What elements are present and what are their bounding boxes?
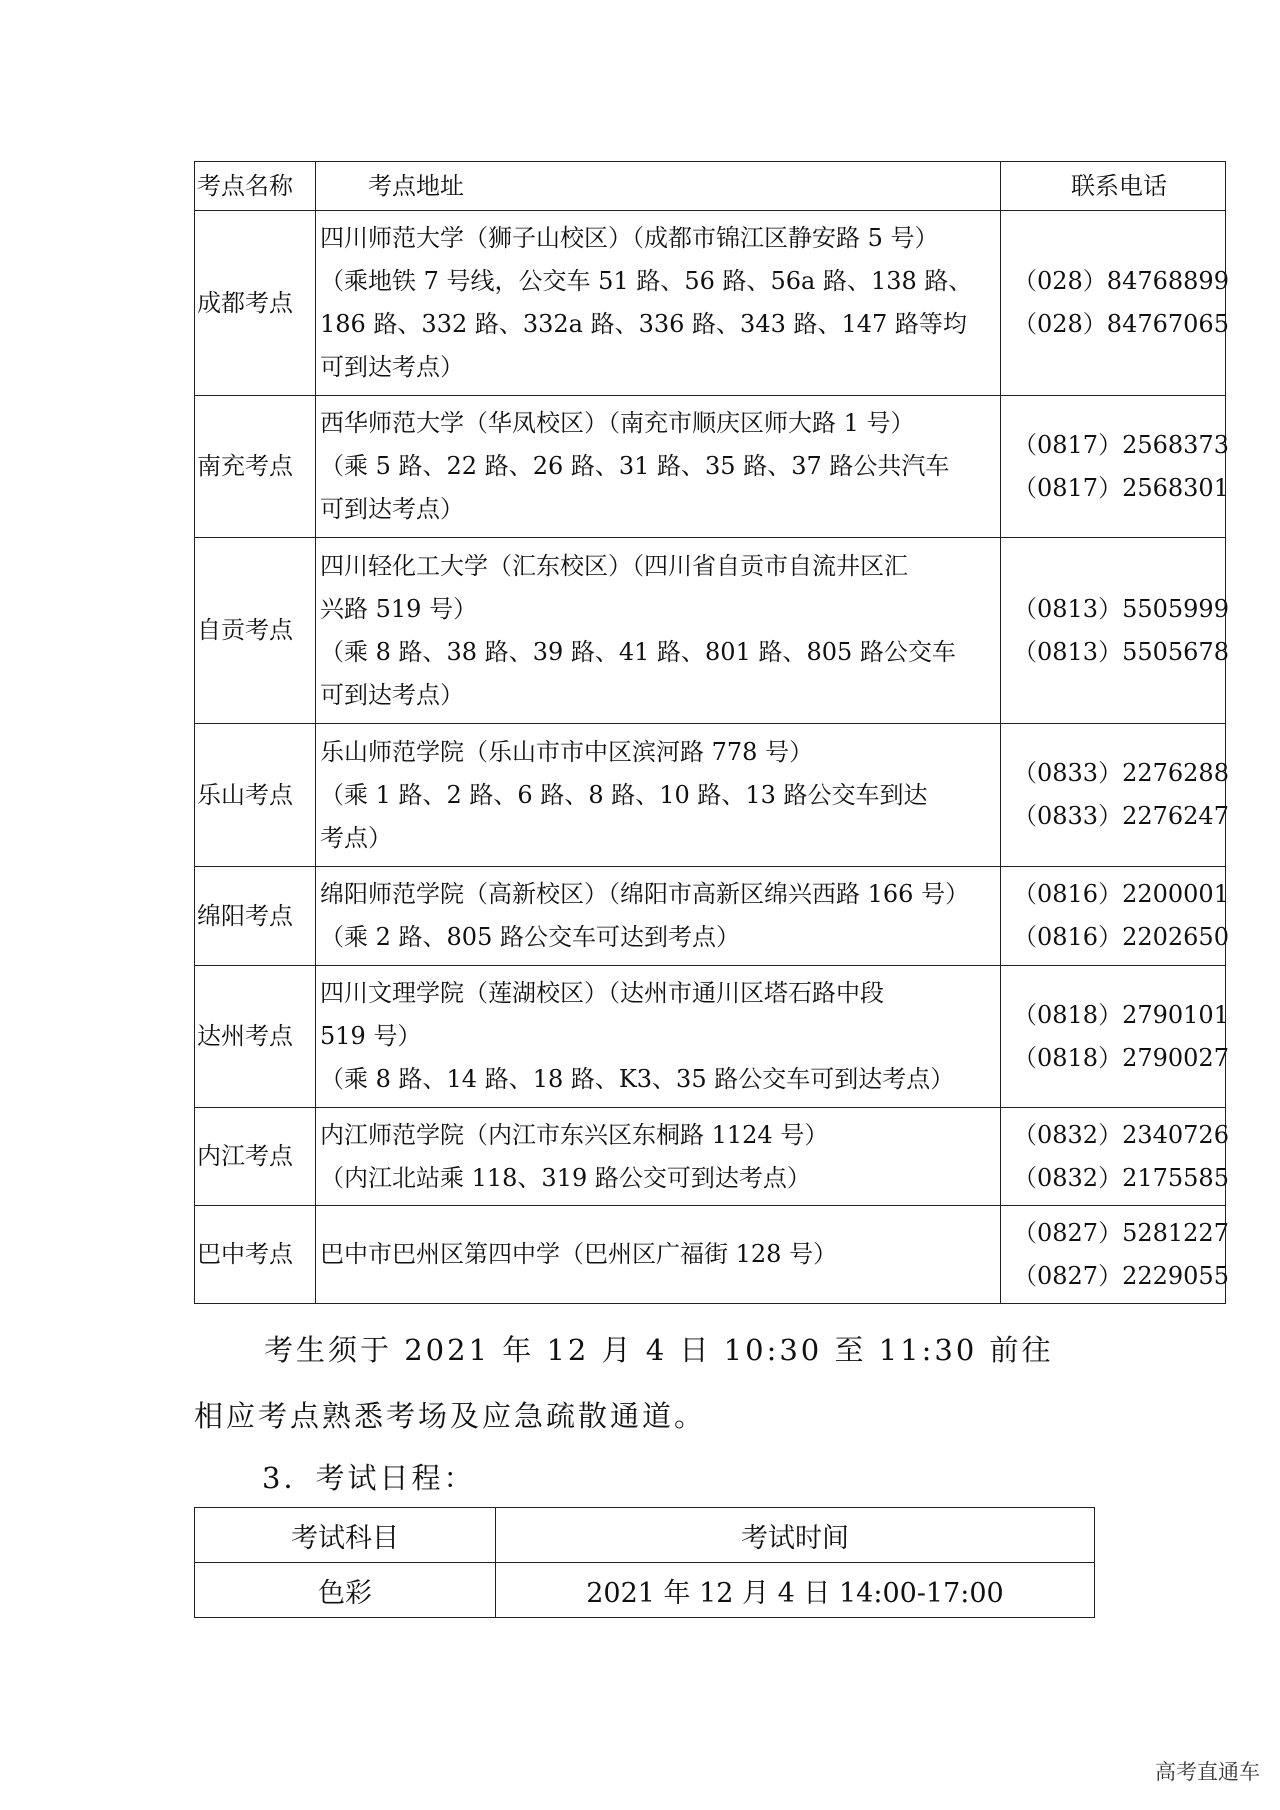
venue-name: 绵阳考点 <box>195 867 316 966</box>
venue-address-line: 四川文理学院（莲湖校区）（达州市通川区塔石路中段 <box>320 979 884 1007</box>
venue-phones <box>1001 867 1229 966</box>
venue-phone-number: （0816）2200001 <box>1013 880 1229 908</box>
notice-paragraph: 考生须于 2021 年 12 月 4 日 10:30 至 11:30 前往相应考点熟悉考场及应急疏散通道。 <box>194 1333 1054 1433</box>
venue-phone-number: （0833）2276247 <box>1013 802 1229 830</box>
venue-address-line: 186 路、332 路、332a 路、336 路、343 路、147 路等均 <box>320 310 967 338</box>
venue-name: 巴中考点 <box>195 1206 316 1304</box>
venue-address-line: 巴中市巴州区第四中学（巴州区广福街 128 号） <box>320 1240 838 1268</box>
venue-phone-number: （0833）2276288 <box>1013 759 1229 787</box>
venue-address-line: 考点） <box>320 823 392 852</box>
venue-address-line: 四川师范大学（狮子山校区）（成都市锦江区静安路 5 号） <box>320 224 939 252</box>
venue-phone-number: （0827）5281227 <box>1013 1218 1229 1247</box>
venue-row <box>195 211 1226 396</box>
venue-phone-number: （0817）2568373 <box>1013 430 1229 459</box>
venue-phone-number: （0832）2340726 <box>1013 1120 1229 1149</box>
schedule-header-row <box>195 1508 1095 1563</box>
venue-phone-number: （0816）2202650 <box>1013 923 1229 951</box>
venue-phones <box>1001 396 1229 538</box>
venue-table-body <box>195 211 1229 1304</box>
header-venue-address: 考点地址 <box>316 162 1001 211</box>
venue-name: 内江考点 <box>195 1108 316 1206</box>
venue-address-line: （乘 2 路、805 路公交车可达到考点） <box>320 923 740 951</box>
venue-phone-number: （0818）2790027 <box>1013 1043 1229 1072</box>
venue-address <box>316 211 1001 396</box>
schedule-subject: 色彩 <box>195 1563 496 1618</box>
venue-address-line: 兴路 519 号） <box>320 594 478 623</box>
venue-address-line: （乘 5 路、22 路、26 路、31 路、35 路、37 路公共汽车 <box>320 452 950 480</box>
venue-address-line: 可到达考点） <box>320 680 464 709</box>
venue-address-line: 519 号） <box>320 1022 422 1050</box>
venue-table-header-row <box>195 162 1226 211</box>
venue-phones <box>1001 1206 1229 1304</box>
venue-row <box>195 396 1226 538</box>
venue-address-line: 绵阳师范学院（高新校区）（绵阳市高新区绵兴西路 166 号） <box>320 880 970 908</box>
venue-address-line: （乘 8 路、38 路、39 路、41 路、801 路、805 路公交车 <box>320 637 956 666</box>
venue-name: 南充考点 <box>195 396 316 538</box>
venue-address <box>316 538 1001 724</box>
venue-phone-number: （0817）2568301 <box>1013 473 1229 502</box>
header-subject: 考试科目 <box>195 1508 496 1563</box>
venue-address-line: 可到达考点） <box>320 495 464 523</box>
venue-phone-number: （028）84768899 <box>1013 267 1229 295</box>
venue-address <box>316 396 1001 538</box>
schedule-row <box>195 1563 1095 1618</box>
exam-venue-table <box>194 161 1229 1304</box>
header-time: 考试时间 <box>496 1508 1095 1563</box>
venue-address <box>316 1108 1001 1206</box>
venue-name: 乐山考点 <box>195 724 316 867</box>
venue-address <box>316 724 1001 867</box>
schedule-time: 2021 年 12 月 4 日 14:00-17:00 <box>496 1563 1095 1618</box>
venue-address <box>316 867 1001 966</box>
venue-address-line: 乐山师范学院（乐山市市中区滨河路 778 号） <box>320 737 814 766</box>
venue-phone-number: （0827）2229055 <box>1013 1261 1229 1290</box>
venue-row <box>195 867 1226 966</box>
venue-address-line: 内江师范学院（内江市东兴区东桐路 1124 号） <box>320 1120 829 1149</box>
section-heading-schedule: 3．考试日程： <box>262 1461 476 1495</box>
venue-phone-number: （0813）5505999 <box>1013 594 1229 623</box>
venue-address-line: （乘 8 路、14 路、18 路、K3、35 路公交车可到达考点） <box>320 1065 955 1093</box>
venue-row <box>195 1206 1226 1304</box>
exam-schedule-table <box>194 1507 1095 1618</box>
venue-row <box>195 966 1226 1108</box>
venue-name: 成都考点 <box>195 211 316 396</box>
venue-address-line: 西华师范大学（华凤校区）（南充市顺庆区师大路 1 号） <box>320 409 915 437</box>
venue-address-line: 四川轻化工大学（汇东校区）（四川省自贡市自流井区汇 <box>320 551 908 580</box>
venue-phone-number: （0818）2790101 <box>1013 1000 1229 1029</box>
venue-row <box>195 1108 1226 1206</box>
header-venue-phone: 联系电话 <box>1001 162 1226 211</box>
venue-name: 达州考点 <box>195 966 316 1108</box>
venue-phone-number: （0832）2175585 <box>1013 1163 1229 1192</box>
venue-phones <box>1001 966 1229 1108</box>
venue-address-line: 可到达考点） <box>320 353 464 381</box>
venue-phones <box>1001 538 1229 724</box>
venue-address-line: （乘 1 路、2 路、6 路、8 路、10 路、13 路公交车到达 <box>320 780 928 809</box>
venue-row <box>195 538 1226 724</box>
venue-address-line: （内江北站乘 118、319 路公交可到达考点） <box>320 1163 811 1192</box>
watermark-logo-text: 高考直通车 <box>1155 1760 1260 1784</box>
venue-address <box>316 966 1001 1108</box>
venue-phone-number: （0813）5505678 <box>1013 637 1229 666</box>
header-venue-name: 考点名称 <box>195 162 316 211</box>
venue-row <box>195 724 1226 867</box>
venue-address <box>316 1206 1001 1304</box>
venue-phones <box>1001 1108 1229 1206</box>
venue-phone-number: （028）84767065 <box>1013 310 1229 338</box>
venue-phones <box>1001 211 1229 396</box>
venue-name: 自贡考点 <box>195 538 316 724</box>
venue-address-line: （乘地铁 7 号线，公交车 51 路、56 路、56a 路、138 路、 <box>320 267 973 295</box>
venue-phones <box>1001 724 1229 867</box>
